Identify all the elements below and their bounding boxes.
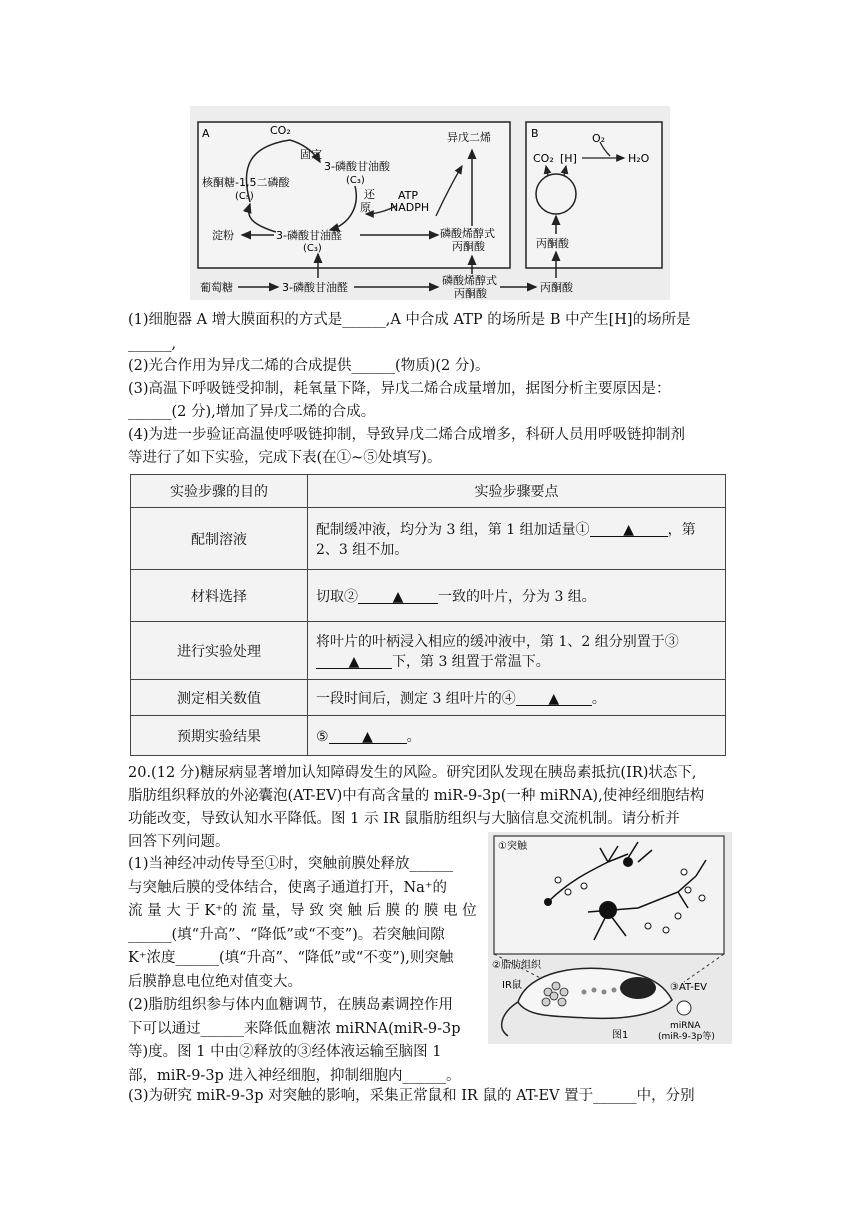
table-row bbox=[131, 570, 726, 622]
brain-shape bbox=[620, 977, 656, 999]
b-co2-label: CO₂ bbox=[533, 152, 554, 165]
q20-left-line: 等)度。图 1 中由②释放的③经体液运输至脑图 1 bbox=[128, 1044, 442, 1060]
q20-sub-questions bbox=[128, 853, 484, 1088]
q20-line-2: 脂肪组织释放的外泌囊泡(AT-EV)中有高含量的 miR-9-3p(一种 miRNA),使神经细胞结构 bbox=[128, 788, 705, 804]
isoprene-label: 异戊二烯 bbox=[447, 131, 491, 144]
row-points: 将叶片的叶柄浸入相应的缓冲液中，第 1、2 组分别置于③ ▲ 下，第 3 组置于常温下。 bbox=[308, 622, 726, 680]
q20-left-line: (2)脂肪组织参与体内血糖调节，在胰岛素调控作用 bbox=[128, 997, 454, 1013]
q20-left-line: 后膜静息电位绝对值变大。 bbox=[128, 973, 302, 990]
answer-blank-2[interactable]: ▲ bbox=[358, 589, 438, 604]
adipose-label: ②脂肪组织 bbox=[492, 960, 541, 971]
table-header-purpose: 实验步骤的目的 bbox=[131, 475, 308, 508]
question-3b: ______(2 分),增加了异戊二烯的合成。 bbox=[128, 404, 376, 420]
row-points: 切取② ▲ 一致的叶片，分为 3 组。 bbox=[308, 570, 726, 622]
atp-label: ATP bbox=[398, 189, 419, 202]
atev-vesicle bbox=[677, 1001, 691, 1015]
q20-left-line: 下可以通过______来降低血糖浓 miRNA(miR-9-3p bbox=[128, 1020, 461, 1037]
q20-left-line: K⁺浓度______(填“升高”、“降低”或“不变”),则突触 bbox=[128, 950, 454, 966]
starch-label: 淀粉 bbox=[212, 229, 234, 242]
row-purpose: 进行实验处理 bbox=[131, 622, 308, 680]
question-4b: 等进行了如下实验，完成下表(在①~⑤处填写)。 bbox=[128, 450, 442, 466]
g3p-c3-label: (C₃) bbox=[303, 243, 322, 254]
q20-left-line: 部，miR-9-3p 进入神经细胞，抑制细胞内______。 bbox=[128, 1067, 461, 1084]
row-points: 一段时间后，测定 3 组叶片的④ ▲ 。 bbox=[308, 680, 726, 716]
b-o2-label: O₂ bbox=[592, 132, 606, 145]
table-row bbox=[131, 716, 726, 756]
pga-label: 3-磷酸甘油酸 bbox=[324, 160, 390, 173]
fix-label: 固定 bbox=[300, 148, 322, 161]
answer-blank-4[interactable]: ▲ bbox=[516, 691, 592, 706]
pyruvate-b-label: 丙酮酸 bbox=[536, 237, 569, 250]
question-3a: (3)高温下呼吸链受抑制，耗氧量下降，异戊二烯合成量增加，据图分析主要原因是： bbox=[128, 381, 671, 397]
pyruvate-bottom-label: 丙酮酸 bbox=[540, 281, 573, 294]
pep-label-b2: 丙酮酸 bbox=[454, 287, 487, 300]
table-row bbox=[131, 622, 726, 680]
pga-c3-label: (C₃) bbox=[346, 175, 365, 186]
neuron-body bbox=[623, 857, 633, 867]
g3p-label: 3-磷酸甘油醛 bbox=[276, 229, 342, 242]
answer-blank-1[interactable]: ▲ bbox=[590, 522, 668, 537]
answer-blank-5[interactable]: ▲ bbox=[329, 729, 407, 744]
row-points: ⑤ ▲ 。 bbox=[308, 716, 726, 756]
panel-a-label: A bbox=[202, 127, 210, 140]
table-header-row bbox=[131, 475, 726, 508]
experiment-table bbox=[130, 474, 726, 756]
row-purpose: 材料选择 bbox=[131, 570, 308, 622]
q20-line-1: 20.(12 分)糖尿病显著增加认知障碍发生的风险。研究团队发现在胰岛素抵抗(IR)状态下, bbox=[128, 765, 697, 781]
neuron-body bbox=[599, 901, 617, 919]
question-2: (2)光合作用为异戊二烯的合成提供______(物质)(2 分)。 bbox=[128, 358, 490, 374]
rubp-c5-label: (C₅) bbox=[235, 191, 254, 202]
co2-label: CO₂ bbox=[270, 124, 291, 137]
atev-label: ③AT-EV bbox=[670, 982, 707, 993]
reduce-label-2: 原 bbox=[360, 201, 371, 214]
mirna-sub-label: (miR-9-3p等) bbox=[658, 1032, 715, 1042]
photosynthesis-diagram bbox=[190, 106, 670, 300]
table-header-points: 实验步骤要点 bbox=[308, 475, 726, 508]
synapse-label: ①突触 bbox=[498, 841, 527, 852]
q20-left-line: (1)当神经冲动传导至①时，突触前膜处释放______ bbox=[128, 856, 454, 872]
glucose-label: 葡萄糖 bbox=[200, 281, 233, 294]
q20-line-3: 功能改变，导致认知水平降低。图 1 示 IR 鼠脂肪组织与大脑信息交流机制。请分析并 bbox=[128, 811, 680, 827]
b-h2o-label: H₂O bbox=[628, 152, 650, 165]
pep-label-a2: 丙酮酸 bbox=[452, 240, 485, 253]
row-purpose: 测定相关数值 bbox=[131, 680, 308, 716]
table-row bbox=[131, 508, 726, 570]
rubp-label: 核酮糖-1,5二磷酸 bbox=[202, 176, 290, 189]
question-1a: (1)细胞器 A 增大膜面积的方式是______,A 中合成 ATP 的场所是 B 中产生[H]的场所是 bbox=[128, 312, 691, 328]
row-purpose: 配制溶液 bbox=[131, 508, 308, 570]
reduce-label-1: 还 bbox=[364, 188, 375, 201]
row-purpose: 预期实验结果 bbox=[131, 716, 308, 756]
question-4a: (4)为进一步验证高温使呼吸链抑制，导致异戊二烯合成增多，科研人员用呼吸链抑制剂 bbox=[128, 427, 686, 443]
q20-left-line: 与突触后膜的受体结合，使离子通道打开，Na⁺的 bbox=[128, 879, 447, 896]
question-1b: ______, bbox=[128, 336, 177, 352]
b-h-label: [H] bbox=[560, 152, 577, 165]
answer-blank-3[interactable]: ▲ bbox=[316, 654, 392, 669]
q20-line-4: 回答下列问题。 bbox=[128, 834, 230, 850]
figure-1-diagram bbox=[488, 832, 732, 1044]
g3p-bottom-label: 3-磷酸甘油醛 bbox=[282, 281, 348, 294]
neuron-body bbox=[544, 898, 552, 906]
q20-left-line: ______(填“升高”、“降低”或“不变”)。若突触间隙 bbox=[128, 926, 445, 943]
q20-left-line: 流 量 大 于 K⁺的 流 量，导 致 突 触 后 膜 的 膜 电 位 bbox=[128, 903, 477, 919]
panel-b-label: B bbox=[531, 127, 539, 140]
row-points: 配制缓冲液，均分为 3 组，第 1 组加适量① ▲ ，第 2、3 组不加。 bbox=[308, 508, 726, 570]
table-row bbox=[131, 680, 726, 716]
figure-1-caption: 图1 bbox=[612, 1030, 629, 1041]
mirna-label: miRNA bbox=[670, 1021, 701, 1031]
ir-mouse-label: IR鼠 bbox=[502, 980, 522, 991]
nadph-label: NADPH bbox=[390, 201, 430, 214]
q20-part-3: (3)为研究 miR-9-3p 对突触的影响，采集正常鼠和 IR 鼠的 AT-EV 置于______中，分别 bbox=[128, 1088, 695, 1104]
pep-label-b1: 磷酸烯醇式 bbox=[442, 274, 497, 287]
pep-label-a1: 磷酸烯醇式 bbox=[440, 227, 495, 240]
synapse-box bbox=[494, 836, 724, 954]
